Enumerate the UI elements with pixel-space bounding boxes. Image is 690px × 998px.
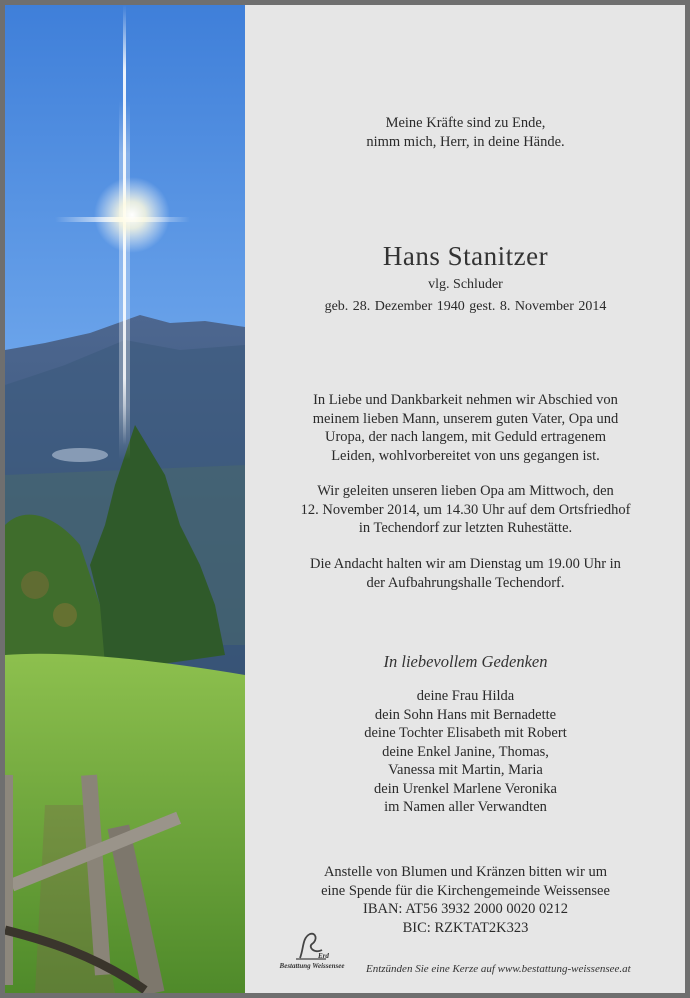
paragraph-line: Uropa, der nach langem, mit Geduld ertragenem	[324, 429, 607, 445]
donation-line: eine Spende für die Kirchengemeinde Weissensee	[321, 882, 610, 899]
vigil-paragraph	[246, 555, 685, 592]
funeral-paragraph	[246, 482, 685, 538]
family-member: Vanessa mit Martin, Maria	[388, 762, 543, 778]
paragraph-line: Die Andacht halten wir am Dienstag um 19.00 Uhr in	[310, 556, 621, 572]
deceased-name: Hans Stanitzer	[382, 241, 549, 271]
gedenken-heading: In liebevollem Gedenken	[383, 652, 548, 671]
family-member: dein Sohn Hans mit Bernadette	[374, 706, 557, 723]
family-member: deine Enkel Janine, Thomas,	[382, 743, 549, 760]
deceased-nickname: vlg. Schluder	[428, 277, 503, 292]
paragraph-line: Wir geleiten unseren lieben Opa am Mittwoch, den	[317, 483, 614, 499]
bic: BIC: RZKTAT2K323	[402, 919, 529, 936]
funeral-home-logo	[274, 930, 350, 976]
paragraph-line: In Liebe und Dankbarkeit nehmen wir Abschied von	[313, 392, 618, 408]
motto-verse	[246, 114, 685, 151]
farewell-paragraph	[246, 391, 685, 465]
family-member: dein Urenkel Marlene Veronika	[374, 780, 557, 797]
logo-text-top: Erd	[318, 952, 329, 960]
logo-text-bottom: Bestattung Weissensee	[279, 962, 345, 970]
donation-line: Anstelle von Blumen und Kränzen bitten wir um	[323, 864, 608, 880]
obituary-text-panel	[246, 5, 685, 993]
family-member: im Namen aller Verwandten	[384, 799, 547, 815]
motto-line: Meine Kräfte sind zu Ende,	[385, 115, 546, 131]
family-list	[246, 687, 685, 817]
family-member: deine Frau Hilda	[416, 688, 515, 704]
family-member: deine Tochter Elisabeth mit Robert	[364, 725, 567, 741]
paragraph-line: meinem lieben Mann, unserem guten Vater, Opa und	[312, 410, 619, 427]
paragraph-line: Leiden, wohlvorbereitet von uns gegangen ist.	[331, 447, 600, 464]
motto-line: nimm mich, Herr, in deine Hände.	[366, 133, 565, 150]
iban: IBAN: AT56 3932 2000 0020 0212	[362, 901, 569, 917]
paragraph-line: der Aufbahrungshalle Techendorf.	[366, 574, 565, 591]
paragraph-line: in Techendorf zur letzten Ruhestätte.	[358, 520, 573, 536]
candle-link-footer[interactable]: Entzünden Sie eine Kerze auf www.bestattung-weissensee.at	[366, 963, 631, 975]
life-dates: geb. 28. Dezember 1940 gest. 8. November 2014	[324, 299, 607, 314]
donation-notice	[246, 863, 685, 937]
mountain-cross-photo	[5, 5, 245, 993]
paragraph-line: 12. November 2014, um 14.30 Uhr auf dem Ortsfriedhof	[300, 501, 631, 518]
